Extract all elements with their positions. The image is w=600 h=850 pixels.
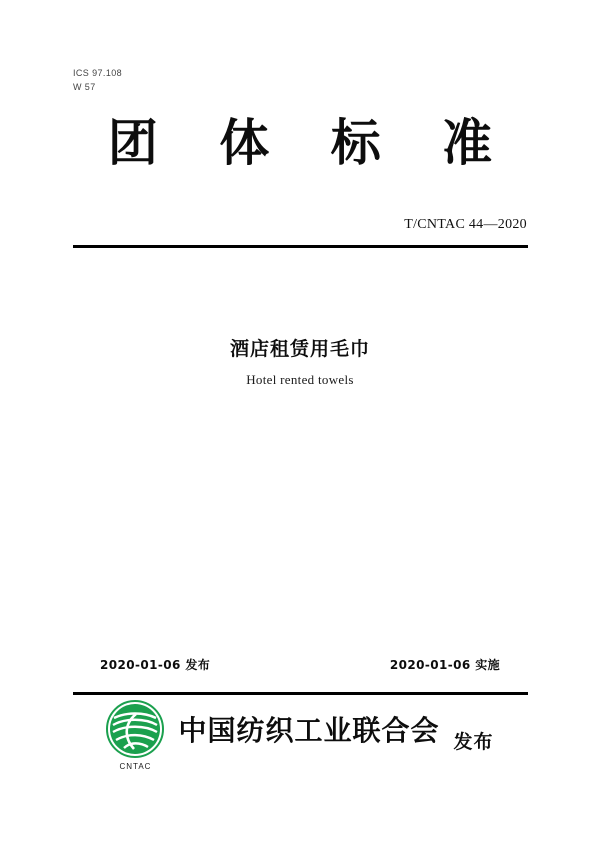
page-title: 团 体 标 准 xyxy=(107,114,515,172)
publisher-verb: 发布 xyxy=(453,731,494,753)
logo-wordmark: CNTAC xyxy=(119,762,152,771)
publisher-block xyxy=(0,700,600,771)
document-title-english: Hotel rented towels xyxy=(246,372,354,387)
implementation-date: 2020-01-06 实施 xyxy=(389,658,500,672)
issue-date: 2020-01-06 发布 xyxy=(100,658,211,672)
publisher-name: 中国纺织工业联合会 xyxy=(178,714,440,747)
divider-bottom xyxy=(73,692,528,695)
document-title-chinese: 酒店租赁用毛巾 xyxy=(229,338,370,360)
ccs-code: W 57 xyxy=(73,82,96,92)
ics-code: ICS 97.108 xyxy=(73,68,123,78)
standard-number: T/CNTAC 44—2020 xyxy=(404,217,527,232)
classification-codes xyxy=(73,66,122,94)
divider-top xyxy=(73,245,528,248)
cntac-logo-icon xyxy=(106,700,164,771)
